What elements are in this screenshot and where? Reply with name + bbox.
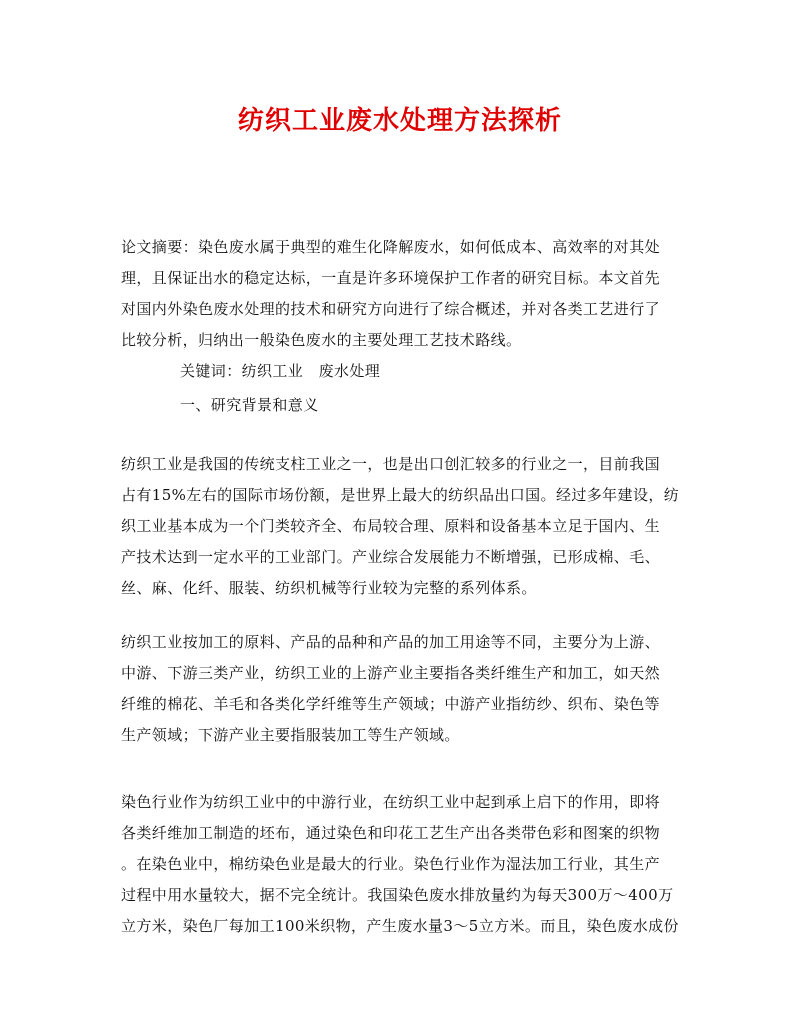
abstract-line: 论文摘要：染色废水属于典型的难生化降解废水，如何低成本、高效率的对其处 — [121, 238, 661, 256]
paragraph-line: 织工业基本成为一个门类较齐全、布局较合理、原料和设备基本立足于国内、生 — [121, 517, 661, 535]
paragraph-line: 过程中用水量较大，据不完全统计。我国染色废水排放量约为每天300万～400万 — [121, 886, 674, 904]
paragraph-line: 纺织工业是我国的传统支柱工业之一，也是出口创汇较多的行业之一，目前我国 — [121, 455, 661, 473]
abstract-line: 比较分析，归纳出一般染色废水的主要处理工艺技术路线。 — [121, 331, 522, 349]
paragraph-line: 立方米，染色厂每加工100米织物，产生废水量3～5立方米。而且，染色废水成份 — [121, 917, 679, 935]
abstract-line: 对国内外染色废水处理的技术和研究方向进行了综合概述，并对各类工艺进行了 — [121, 300, 661, 318]
body-paragraph-2 — [121, 627, 681, 751]
abstract-line: 理，且保证出水的稳定达标，一直是许多环境保护工作者的研究目标。本文首先 — [121, 269, 661, 287]
paragraph-line: 各类纤维加工制造的坯布，通过染色和印花工艺生产出各类带色彩和图案的织物 — [121, 824, 661, 842]
paragraph-line: 染色行业作为纺织工业中的中游行业，在纺织工业中起到承上启下的作用，即将 — [121, 793, 661, 811]
body-paragraph-1 — [121, 449, 681, 604]
abstract-paragraph — [121, 232, 681, 356]
keywords-line: 关键词：纺织工业 废水处理 — [180, 362, 381, 380]
paragraph-line: 占有15%左右的国际市场份额，是世界上最大的纺织品出口国。经过多年建设，纺 — [121, 486, 680, 504]
body-paragraph-3 — [121, 787, 681, 942]
paragraph-line: 。在染色业中，棉纺染色业是最大的行业。染色行业作为湿法加工行业，其生产 — [121, 855, 661, 873]
paragraph-line: 生产领域；下游产业主要指服装加工等生产领域。 — [121, 726, 460, 744]
paragraph-line: 产技术达到一定水平的工业部门。产业综合发展能力不断增强，已形成棉、毛、 — [121, 548, 661, 566]
section-heading: 一、研究背景和意义 — [180, 396, 319, 414]
paragraph-line: 丝、麻、化纤、服装、纺织机械等行业较为完整的系列体系。 — [121, 579, 537, 597]
paragraph-line: 中游、下游三类产业，纺织工业的上游产业主要指各类纤维生产和加工，如天然 — [121, 664, 661, 682]
paragraph-line: 纺织工业按加工的原料、产品的品种和产品的加工用途等不同，主要分为上游、 — [121, 633, 661, 651]
paragraph-line: 纤维的棉花、羊毛和各类化学纤维等生产领域；中游产业指纺纱、织布、染色等 — [121, 695, 661, 713]
document-title: 纺织工业废水处理方法探析 — [237, 106, 562, 136]
